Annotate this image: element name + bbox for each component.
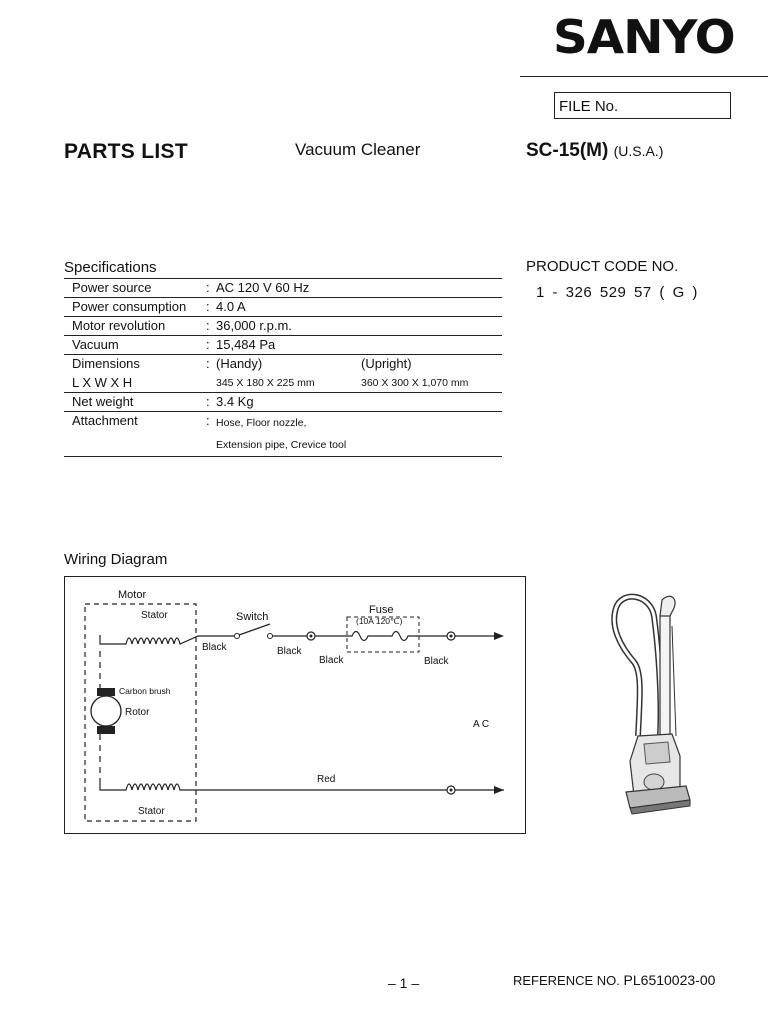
spec-colon: : [206, 356, 210, 371]
rotor-symbol [91, 696, 121, 726]
spec-colon: : [206, 280, 210, 295]
handy-label: (Handy) [216, 356, 263, 371]
spec-label: Power source [72, 280, 152, 295]
model-code: SC-15(M) [526, 140, 609, 161]
spec-colon: : [206, 318, 210, 333]
page-title: PARTS LIST [64, 140, 188, 163]
reference-label: REFERENCE NO. [513, 973, 620, 988]
wire-label-black-2: Black [277, 646, 302, 657]
terminal-2-dot [450, 635, 453, 638]
spec-sublabel: L X W X H [72, 375, 133, 390]
wire-label-red: Red [317, 774, 336, 785]
spec-row-power-consumption [64, 298, 502, 317]
spec-value: 3.4 Kg [216, 394, 254, 409]
motor-label: Motor [118, 589, 147, 601]
spec-colon: : [206, 337, 210, 352]
upright-label: (Upright) [361, 356, 412, 371]
diagram-frame [65, 577, 526, 834]
spec-label: Vacuum [72, 337, 119, 352]
spec-row-dimensions [64, 355, 502, 393]
wiring-diagram [64, 576, 526, 834]
stator-bottom-label: Stator [138, 806, 165, 817]
spec-colon: : [206, 299, 210, 314]
spec-label: Motor revolution [72, 318, 166, 333]
upright-value: 360 X 300 X 1,070 mm [361, 377, 469, 389]
terminal-1-dot [310, 635, 313, 638]
switch-contact-right [268, 634, 273, 639]
wire-label-black-4: Black [424, 656, 449, 667]
spec-label: Power consumption [72, 299, 187, 314]
reference-number [513, 972, 715, 988]
product-type: Vacuum Cleaner [295, 140, 421, 159]
fuse-element [315, 632, 448, 641]
spec-value: 36,000 r.p.m. [216, 318, 292, 333]
attachment-line-1: Hose, Floor nozzle, [216, 417, 307, 429]
spec-row-motor-revolution [64, 317, 502, 336]
spec-row-net-weight [64, 393, 502, 412]
arrow-ac-bottom [494, 786, 504, 794]
spec-value: AC 120 V 60 Hz [216, 280, 310, 295]
rotor-label: Rotor [125, 707, 150, 718]
ac-label: A C [473, 719, 490, 730]
spec-label: Dimensions [72, 356, 140, 371]
switch-blade [239, 624, 270, 635]
spec-row-power-source [64, 279, 502, 298]
attachment-line-2: Extension pipe, Crevice tool [216, 439, 347, 451]
reference-value: PL6510023-00 [623, 972, 716, 988]
product-code-value: 1 - 326 529 57 ( G ) [536, 284, 698, 301]
carbon-brush-top [97, 688, 115, 696]
terminal-3-dot [450, 789, 453, 792]
carbon-brush-label: Carbon brush [119, 686, 171, 696]
fuse-label: Fuse [369, 604, 394, 616]
model-number [526, 140, 663, 162]
wire-label-black-3: Black [319, 655, 344, 666]
spec-label: Attachment [72, 413, 138, 428]
spec-colon: : [206, 413, 210, 428]
spec-value: 4.0 A [216, 299, 246, 314]
wiring-diagram-heading: Wiring Diagram [64, 551, 168, 568]
sanyo-logo: SANYO [553, 10, 735, 64]
spec-colon: : [206, 394, 210, 409]
carbon-brush-bottom [97, 726, 115, 734]
handy-value: 345 X 180 X 225 mm [216, 377, 315, 389]
specifications-heading: Specifications [64, 259, 157, 276]
stator-top-label: Stator [141, 610, 168, 621]
switch-contact-left [235, 634, 240, 639]
specifications-table [64, 278, 502, 457]
fuse-rating: (10A 120℃) [356, 616, 403, 626]
model-region: (U.S.A.) [613, 143, 664, 159]
file-no-box: FILE No. [554, 92, 731, 119]
switch-label: Switch [236, 611, 269, 623]
arrow-ac-top [494, 632, 504, 640]
header-rule [520, 76, 768, 77]
page-number: – 1 – [388, 975, 420, 991]
spec-value: 15,484 Pa [216, 337, 276, 352]
stator-coil-bottom [100, 778, 504, 790]
spec-row-vacuum [64, 336, 502, 355]
spec-row-attachment [64, 412, 502, 457]
vacuum-cleaner-illustration [600, 586, 692, 826]
product-code-label: PRODUCT CODE NO. [526, 258, 679, 275]
spec-label: Net weight [72, 394, 134, 409]
wire-label-black-1: Black [202, 642, 227, 653]
